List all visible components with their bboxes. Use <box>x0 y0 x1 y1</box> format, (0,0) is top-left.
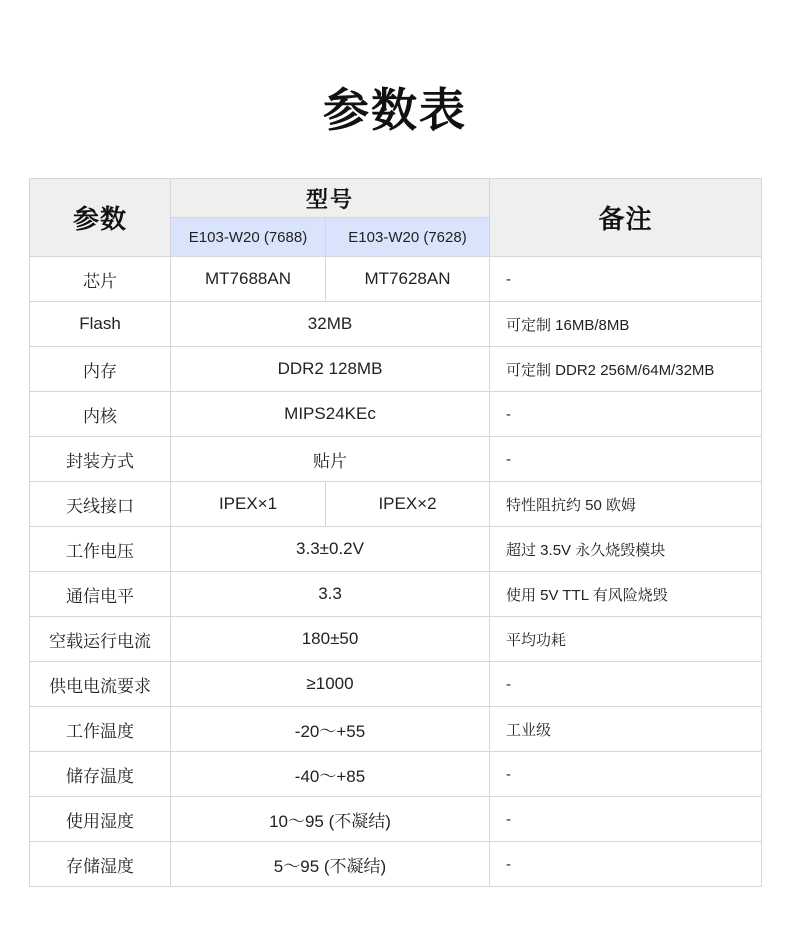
param-cell: 天线接口 <box>30 482 171 527</box>
note-cell: - <box>490 842 762 887</box>
model-7688-header: E103-W20 (7688) <box>171 218 326 257</box>
note-cell: 使用 5V TTL 有风险烧毁 <box>490 572 762 617</box>
remark-header: 备注 <box>490 179 762 257</box>
param-cell: 内存 <box>30 347 171 392</box>
value-cell: MT7688AN <box>171 257 326 302</box>
note-cell: 超过 3.5V 永久烧毁模块 <box>490 527 762 572</box>
value-cell: IPEX×2 <box>326 482 490 527</box>
value-cell: ≥1000 <box>171 662 490 707</box>
table-row <box>30 707 762 752</box>
value-cell: 180±50 <box>171 617 490 662</box>
note-cell: - <box>490 257 762 302</box>
value-cell: 32MB <box>171 302 490 347</box>
note-cell: - <box>490 752 762 797</box>
table-row <box>30 257 762 302</box>
note-cell: 工业级 <box>490 707 762 752</box>
param-cell: 芯片 <box>30 257 171 302</box>
value-cell: MT7628AN <box>326 257 490 302</box>
param-cell: 工作温度 <box>30 707 171 752</box>
param-cell: 存储湿度 <box>30 842 171 887</box>
value-cell: 贴片 <box>171 437 490 482</box>
param-cell: 使用湿度 <box>30 797 171 842</box>
param-cell: 供电电流要求 <box>30 662 171 707</box>
page-title: 参数表 <box>323 84 467 136</box>
note-cell: - <box>490 662 762 707</box>
param-cell: Flash <box>30 302 171 347</box>
table-row <box>30 662 762 707</box>
param-cell: 通信电平 <box>30 572 171 617</box>
table-row <box>30 347 762 392</box>
table-row <box>30 437 762 482</box>
param-cell: 内核 <box>30 392 171 437</box>
header-row <box>30 179 762 218</box>
param-cell: 储存温度 <box>30 752 171 797</box>
table-row <box>30 842 762 887</box>
table-row <box>30 482 762 527</box>
value-cell: -20～+55 <box>171 707 490 752</box>
table-row <box>30 392 762 437</box>
value-cell: 3.3±0.2V <box>171 527 490 572</box>
value-cell: -40～+85 <box>171 752 490 797</box>
value-cell: DDR2 128MB <box>171 347 490 392</box>
spec-table <box>29 178 762 887</box>
table-row <box>30 572 762 617</box>
note-cell: - <box>490 437 762 482</box>
note-cell: 可定制 DDR2 256M/64M/32MB <box>490 347 762 392</box>
value-cell: MIPS24KEc <box>171 392 490 437</box>
note-cell: - <box>490 392 762 437</box>
param-cell: 工作电压 <box>30 527 171 572</box>
value-cell: 10～95 (不凝结) <box>171 797 490 842</box>
note-cell: 平均功耗 <box>490 617 762 662</box>
model-header: 型号 <box>171 179 490 218</box>
table-row <box>30 527 762 572</box>
value-cell: IPEX×1 <box>171 482 326 527</box>
value-cell: 3.3 <box>171 572 490 617</box>
param-cell: 空载运行电流 <box>30 617 171 662</box>
param-header: 参数 <box>30 179 171 257</box>
model-7628-header: E103-W20 (7628) <box>326 218 490 257</box>
note-cell: - <box>490 797 762 842</box>
note-cell: 可定制 16MB/8MB <box>490 302 762 347</box>
table-row <box>30 797 762 842</box>
table-row <box>30 752 762 797</box>
table-row <box>30 302 762 347</box>
note-cell: 特性阻抗约 50 欧姆 <box>490 482 762 527</box>
param-cell: 封装方式 <box>30 437 171 482</box>
table-row <box>30 617 762 662</box>
value-cell: 5～95 (不凝结) <box>171 842 490 887</box>
